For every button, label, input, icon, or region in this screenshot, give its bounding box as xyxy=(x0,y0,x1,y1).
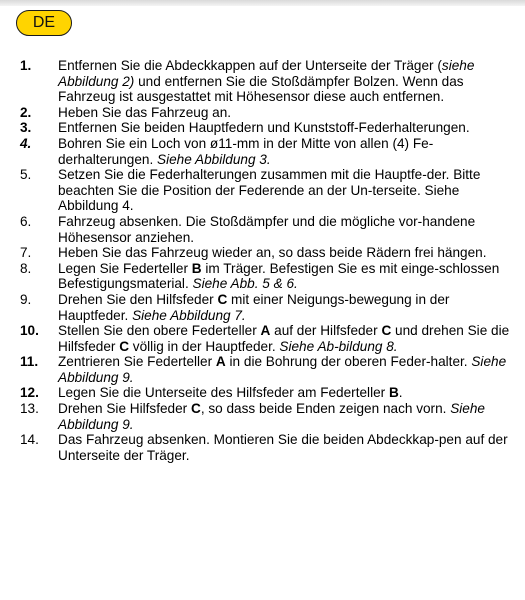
step-text-segment: und drehen Sie die Hilfsfeder xyxy=(58,323,510,354)
step-text-segment: und entfernen Sie die Stoßdämpfer Bolzen. Wenn das Fahrzeug ist ausgestattet mit Höhesensor diese auch entfernen. xyxy=(58,73,464,105)
instruction-step xyxy=(20,354,510,385)
step-text-segment: . xyxy=(398,385,403,401)
instruction-step xyxy=(20,120,510,136)
step-number: 2. xyxy=(20,104,32,120)
instruction-step xyxy=(20,401,510,432)
figure-reference: siehe Abbildung 2) xyxy=(58,58,475,89)
step-number: 10. xyxy=(20,323,39,339)
step-text xyxy=(58,167,510,214)
step-text-segment: auf der Hilfsfeder xyxy=(270,323,382,339)
step-text xyxy=(58,354,510,385)
step-text xyxy=(58,58,510,105)
step-text xyxy=(58,261,510,292)
step-text xyxy=(58,292,510,323)
figure-reference: Siehe Abbildung 3. xyxy=(157,151,271,167)
instruction-step xyxy=(20,136,510,167)
instruction-step xyxy=(20,323,510,354)
step-number: 7. xyxy=(20,245,32,261)
step-number: 13. xyxy=(20,401,39,417)
step-text xyxy=(58,385,510,401)
part-label: B xyxy=(191,260,202,276)
instruction-step xyxy=(20,58,510,105)
figure-reference: Siehe Ab-bildung 8. xyxy=(279,338,398,354)
instruction-step xyxy=(20,245,510,261)
figure-reference: Siehe Abb. 5 & 6. xyxy=(192,276,298,292)
figure-reference: Siehe Abbildung 9. xyxy=(58,401,485,432)
step-text-segment: Bohren Sie ein Loch von ø11-mm in der Mitte von allen (4) Fe-derhalterungen. xyxy=(58,135,434,167)
step-number: 6. xyxy=(20,213,32,229)
part-label: A xyxy=(215,354,226,370)
step-text-segment: Zentrieren Sie Federteller xyxy=(58,354,216,370)
instruction-step xyxy=(20,385,510,401)
step-number: 4. xyxy=(20,135,32,151)
instruction-step xyxy=(20,261,510,292)
instruction-step xyxy=(20,214,510,245)
step-text-segment: mit einer Neigungs-bewegung in der Hauptfeder. xyxy=(58,291,450,323)
language-badge: DE xyxy=(16,10,72,36)
step-text-segment: im Träger. Befestigen Sie es mit einge-schlossen Befestigungsmaterial. xyxy=(58,260,500,292)
instruction-list xyxy=(20,58,510,463)
step-text xyxy=(58,105,510,121)
instruction-step xyxy=(20,432,510,463)
step-number: 12. xyxy=(20,385,39,401)
part-label: B xyxy=(388,385,399,401)
step-number: 1. xyxy=(20,58,32,73)
step-text xyxy=(58,432,510,463)
step-number: 11. xyxy=(20,354,39,370)
step-text-segment: Heben Sie das Fahrzeug wieder an, so dass beide Rädern frei hängen. xyxy=(58,245,487,261)
instruction-step xyxy=(20,105,510,121)
figure-reference: Siehe Abbildung 7. xyxy=(132,307,246,323)
part-label: C xyxy=(381,323,392,339)
step-number: 14. xyxy=(20,432,39,448)
instruction-step xyxy=(20,167,510,214)
step-text-segment: , so dass beide Enden zeigen nach vorn. xyxy=(200,401,451,417)
step-text xyxy=(58,136,510,167)
step-text-segment: Setzen Sie die Federhalterungen zusammen mit die Hauptfe-der. Bitte beachten Sie die Position der Federende an der Un-terseite. Siehe Abbildung 4. xyxy=(58,167,481,214)
step-text-segment: Entfernen Sie beiden Hauptfedern und Kunststoff-Federhalterungen. xyxy=(58,120,470,136)
step-number: 3. xyxy=(20,120,32,136)
step-text xyxy=(58,120,510,136)
part-label: C xyxy=(190,401,201,417)
figure-reference: Siehe Abbildung 9. xyxy=(58,354,507,385)
step-text xyxy=(58,245,510,261)
step-number: 8. xyxy=(20,260,32,276)
step-text-segment: völlig in der Hauptfeder. xyxy=(129,338,280,354)
step-text-segment: Heben Sie das Fahrzeug an. xyxy=(58,104,232,120)
step-text-segment: Drehen Sie Hilfsfeder xyxy=(58,401,191,417)
step-number: 5. xyxy=(20,167,32,183)
step-text-segment: Drehen Sie den Hilfsfeder xyxy=(58,291,218,307)
step-text-segment: Legen Sie die Unterseite des Hilfsfeder am Federteller xyxy=(58,385,389,401)
step-text xyxy=(58,323,510,354)
step-text-segment: in die Bohrung der oberen Feder-halter. xyxy=(225,354,472,370)
part-label: C xyxy=(217,291,228,307)
part-label: A xyxy=(260,323,271,339)
step-text-segment: Das Fahrzeug absenken. Montieren Sie die beiden Abdeckkap-pen auf der Unterseite der Träger. xyxy=(58,432,508,463)
step-number: 9. xyxy=(20,291,32,307)
step-text-segment: Fahrzeug absenken. Die Stoßdämpfer und die mögliche vor-handene Höhesensor anziehen. xyxy=(58,213,476,245)
part-label: C xyxy=(119,338,130,354)
step-text-segment: Legen Sie Federteller xyxy=(58,260,192,276)
instruction-step xyxy=(20,292,510,323)
top-border xyxy=(0,0,525,6)
step-text xyxy=(58,401,510,432)
step-text-segment: Stellen Sie den obere Federteller xyxy=(58,323,261,339)
step-text-segment: Entfernen Sie die Abdeckkappen auf der Unterseite der Träger ( xyxy=(58,58,442,73)
step-text xyxy=(58,214,510,245)
